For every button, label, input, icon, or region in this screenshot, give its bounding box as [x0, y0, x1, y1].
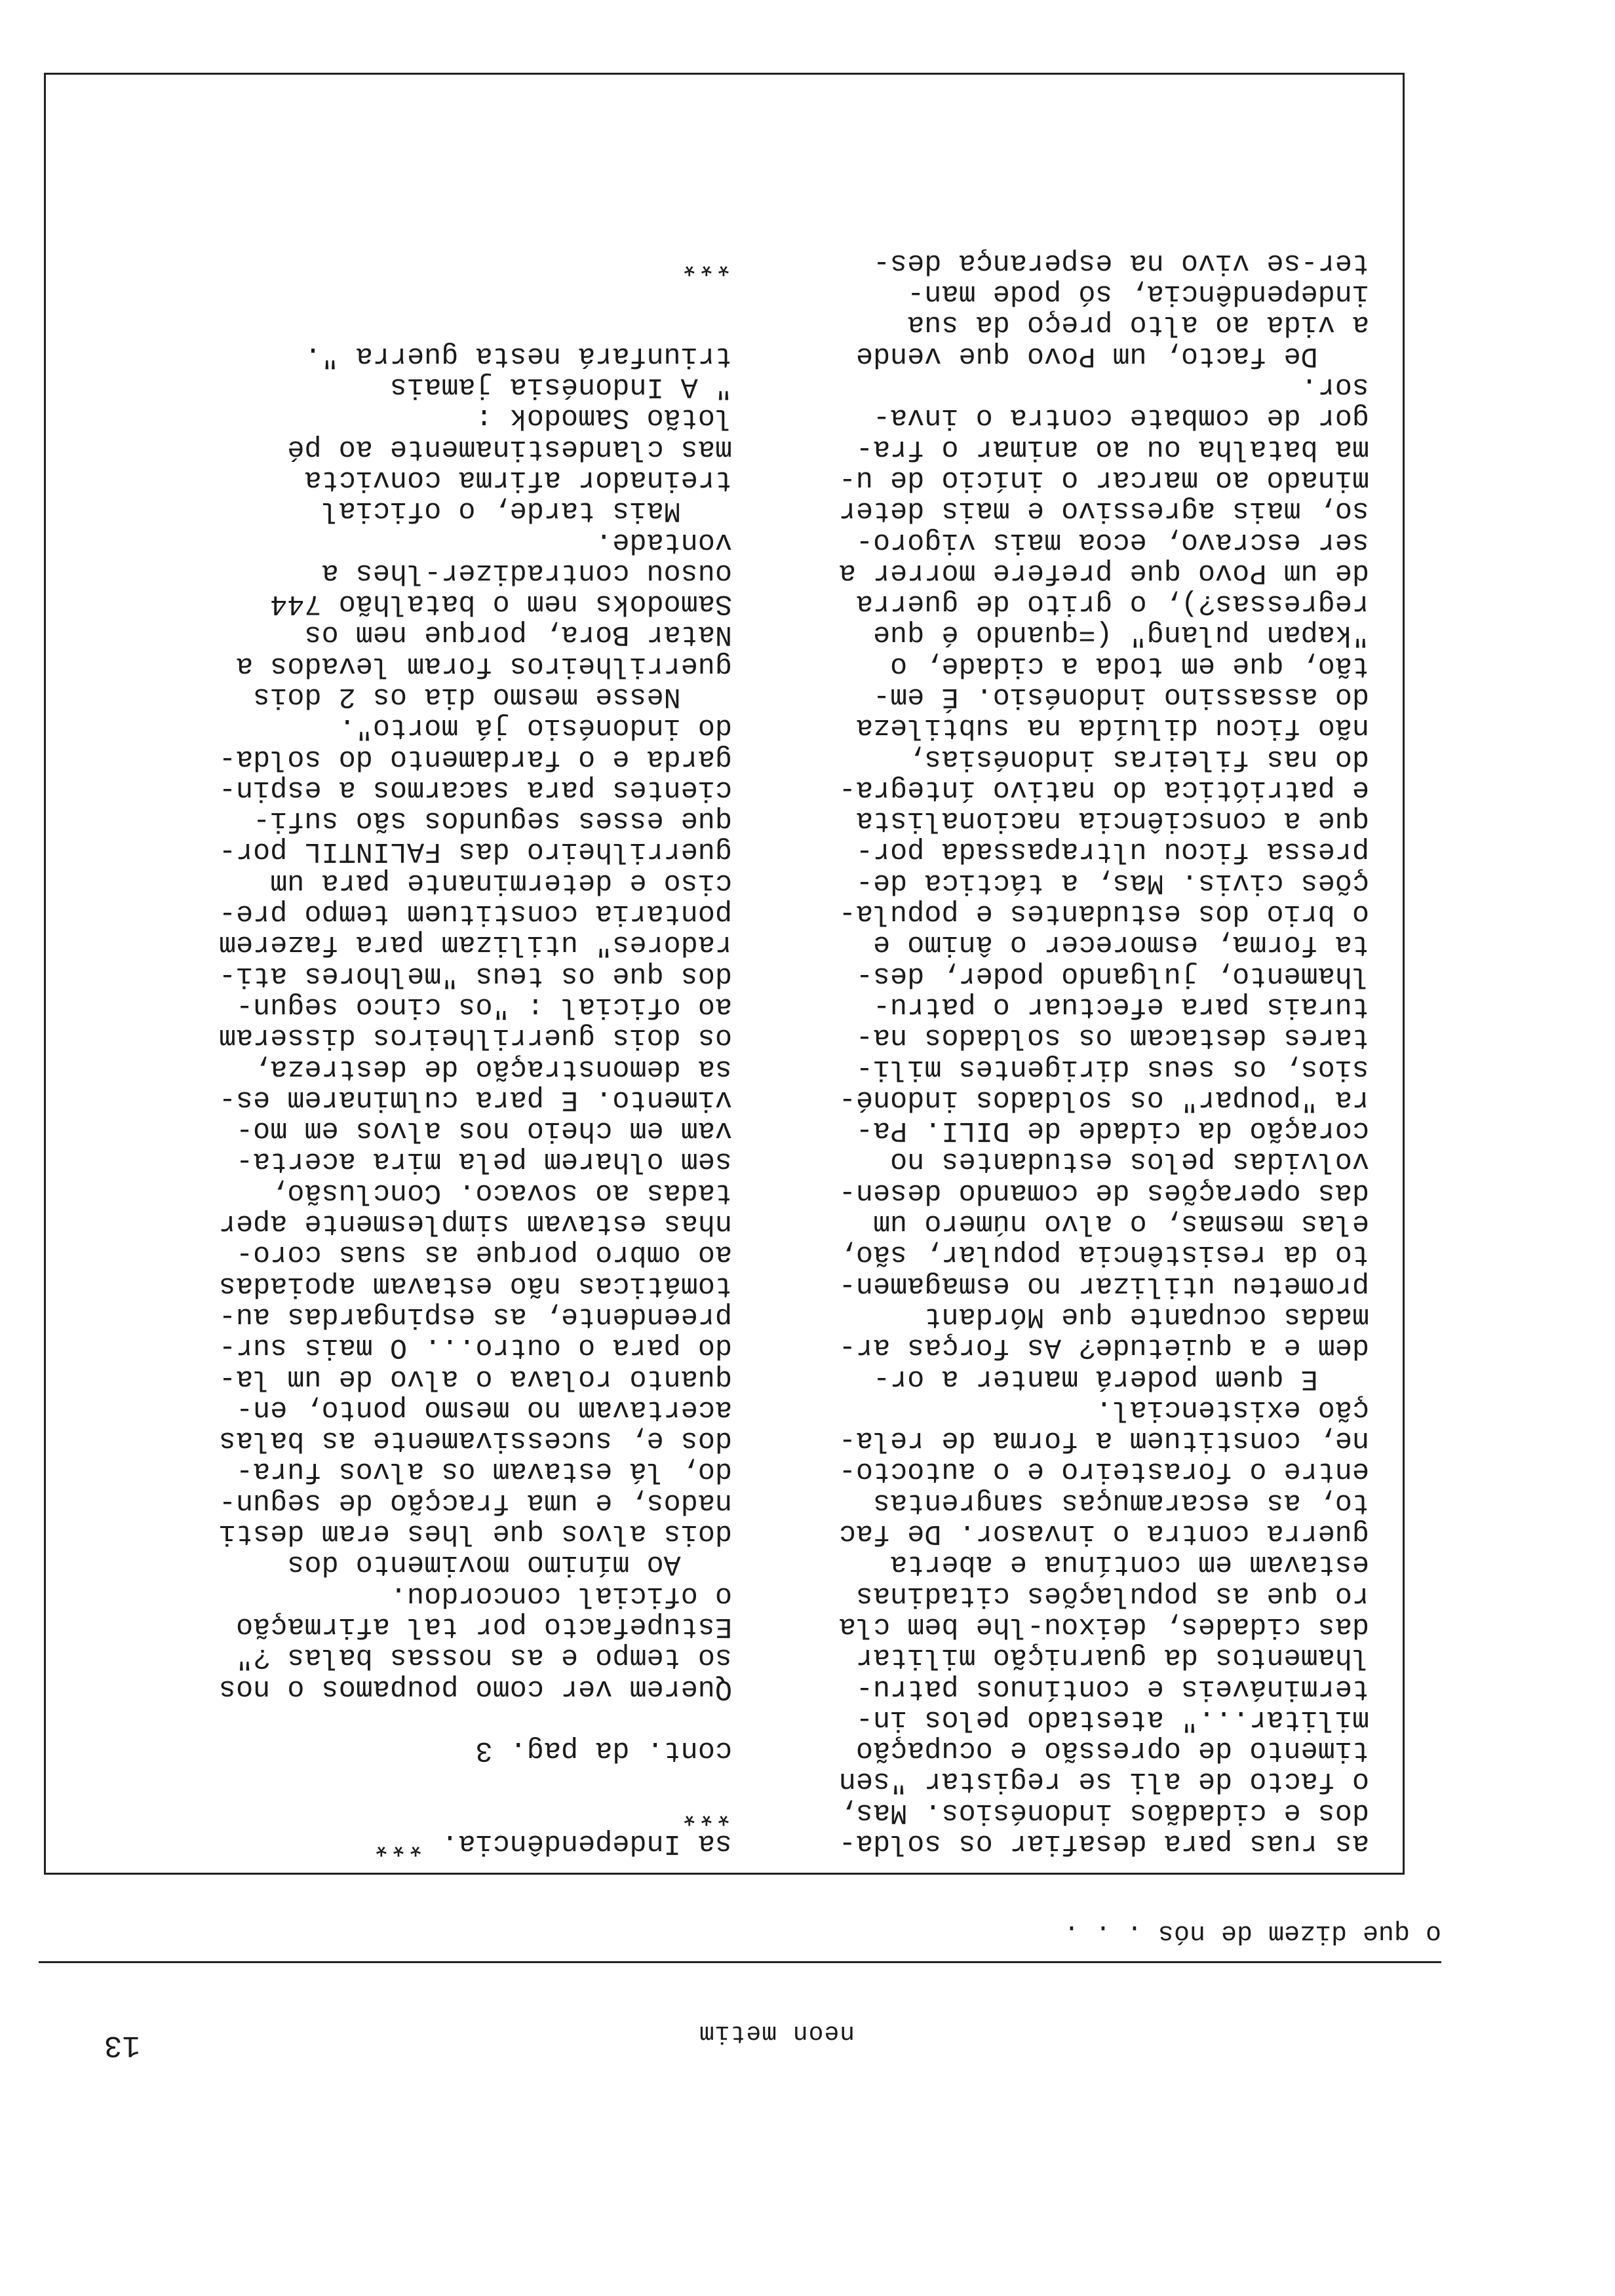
text-line: dem e a quietude? As forças ar-	[838, 1331, 1369, 1364]
text-line: ra "poupar" os soldados indoné-	[838, 1082, 1369, 1115]
text-line: ro que as populações citadinas	[855, 1578, 1369, 1611]
text-line	[129, 1765, 732, 1796]
text-line: dos que os teus "melhores ati-	[218, 959, 732, 991]
text-line: ção existencial.	[1095, 1392, 1369, 1425]
text-line: " A Indonésia jamais	[389, 370, 732, 403]
text-line: não ficou diluída na subtileza	[855, 711, 1369, 744]
text-line: elas mesmas, o alvo número um	[872, 1207, 1369, 1240]
text-line: dos e, sucessivamente as balas	[218, 1424, 732, 1457]
text-line: sor.	[1300, 370, 1369, 403]
text-line: dois alvos que lhes eram desti	[218, 1517, 732, 1550]
text-line	[129, 1704, 732, 1734]
text-line: tão, que em toda a cidade, o	[890, 649, 1369, 681]
text-line: das cidades, deixou-lhe bem cla	[838, 1609, 1369, 1642]
text-line: timento de opressão e ocupação	[855, 1734, 1369, 1767]
text-line: De facto, um Povo que vende	[855, 339, 1369, 372]
text-line: sem olharem pela mira acerta-	[235, 1145, 732, 1177]
text-line: de um Povo que prefere morrer a	[838, 556, 1369, 588]
text-line: ciso e determinante para um	[270, 866, 732, 898]
text-line	[129, 278, 732, 309]
text-line: preendente, as espingardas au-	[218, 1299, 732, 1332]
text-line: ma batalha ou ao animar o fra-	[855, 432, 1369, 465]
text-line: Estupefacto por tal afirmação	[235, 1609, 732, 1642]
text-line: sios, os seus dirigentes mili-	[855, 1052, 1369, 1084]
text-line: to da resistência popular, são,	[838, 1238, 1369, 1271]
text-line: pontaria constituem tempo pre-	[218, 897, 732, 930]
article-frame	[44, 73, 1405, 1875]
text-line: que esses segundos são sufi-	[253, 804, 732, 837]
text-line: lhamentos da guarnição militar	[855, 1641, 1369, 1674]
text-line: quanto rolava o alvo de um la-	[218, 1362, 732, 1394]
text-line: Nesse mesmo dia os 2 dois	[253, 680, 732, 713]
text-line: mas clandestinamente ao pé	[287, 432, 732, 465]
text-line: sa Independência. ***	[372, 1827, 732, 1859]
text-line: to, as escaramuças sangrentas	[872, 1485, 1369, 1518]
text-column-left	[766, 247, 1369, 1858]
text-line: lotão Samodok :	[475, 401, 732, 434]
text-line	[129, 309, 732, 339]
text-line: pressa ficou ultrapassada por-	[855, 835, 1369, 868]
text-line: ter-se vivo na esperança des-	[872, 246, 1369, 278]
text-line: Samodoks nem o batalhão 744	[270, 587, 732, 620]
text-line: vimento. E para culminarem es-	[218, 1082, 732, 1115]
text-line: guerrilheiros foram levados a	[235, 649, 732, 681]
text-line: "kapan pulang" (=quando é que	[872, 618, 1369, 651]
running-head: neon metim	[698, 2019, 855, 2047]
text-line: vontade.	[595, 525, 732, 558]
text-line: Ao mínimo movimento dos	[287, 1548, 732, 1580]
text-line: Natar Bora, porque nem os	[304, 618, 732, 651]
text-line: os dois guerrilheiros disseram	[218, 1021, 732, 1054]
text-line: das operações de comando desen-	[838, 1176, 1369, 1208]
text-line: guerrilheiro das FALINTIL por-	[218, 835, 732, 868]
text-line: sa demonstração de destreza,	[253, 1052, 732, 1084]
text-line: acertavam no mesmo ponto, en-	[235, 1392, 732, 1425]
text-line: do indonésio já morto".	[338, 711, 732, 744]
text-line: ao oficial : "os cinco segun-	[235, 989, 732, 1022]
text-line: prometeu utilizar no esmagamen-	[838, 1269, 1369, 1301]
text-line: o oficial concordou.	[389, 1578, 732, 1611]
text-line: o facto de ali se registar "sen	[838, 1765, 1369, 1797]
text-line: ções civis. Mas, a táctica de-	[855, 866, 1369, 898]
text-line: vam em cheio nos alvos em mo-	[235, 1114, 732, 1147]
text-line: garda e o fardamento do solda-	[218, 742, 732, 775]
text-column-right	[129, 247, 732, 1858]
text-line: triunfará nesta guerra ".	[304, 339, 732, 372]
text-line: ***	[680, 1795, 732, 1828]
text-line: nados, e uma fracção de segun-	[218, 1485, 732, 1518]
text-line: coração da cidade de DILI. Pa-	[855, 1114, 1369, 1147]
text-line: treinador afirma convicta	[304, 463, 732, 495]
text-line: ser escravo, ecoa mais vigoro-	[855, 525, 1369, 558]
text-line: lhamento, julgando poder, des-	[855, 959, 1369, 991]
text-line: cientes para sacarmos a espin-	[218, 773, 732, 805]
text-line: Querem ver como poupamos o nos	[218, 1672, 732, 1704]
text-line: independência, só pode man-	[907, 277, 1369, 310]
text-line: tadas ao sovaco. Conclusão,	[270, 1176, 732, 1208]
text-line: tares destacam os soldados na-	[855, 1021, 1369, 1054]
text-line: so, mais agressivo e mais deter	[838, 494, 1369, 527]
text-line: cont. da pag. 3	[475, 1734, 732, 1767]
text-line: as ruas para desafiar os solda-	[838, 1827, 1369, 1859]
text-line: regressas?), o grito de guerra	[855, 587, 1369, 620]
text-line: a vida ao alto preço da sua	[907, 308, 1369, 341]
text-line: termináveis e contínuos patru-	[855, 1672, 1369, 1704]
text-line: turais para efectuar o patru-	[872, 989, 1369, 1022]
section-heading: o que dizem de nós . . .	[1063, 1918, 1441, 1947]
text-line: nhas estavam simplesmente aper	[218, 1207, 732, 1240]
text-line: estavam em contínua e aberta	[890, 1548, 1369, 1580]
text-line: madas ocupante que Mórdant	[924, 1299, 1369, 1332]
text-line: radores" utilizam para fazerem	[218, 928, 732, 961]
text-line: volvidas pelos estudantes no	[890, 1145, 1369, 1177]
text-line: E quem poderá manter a or-	[872, 1362, 1369, 1394]
text-line: militar..." atestado pelos in-	[855, 1702, 1369, 1735]
text-line: ta forma, esmorecer o ânimo e	[872, 928, 1369, 961]
text-line: tomáticas não estavam apoiadas	[218, 1269, 732, 1301]
header-rule	[39, 1961, 1441, 1963]
page-number: 13	[104, 2028, 140, 2062]
text-line: ***	[680, 246, 732, 278]
text-line: entre o forasteiro e o autocto-	[838, 1455, 1369, 1487]
text-line: gor de combate contra o inva-	[872, 401, 1369, 434]
text-line: ne, constituem a forma de rela-	[838, 1424, 1369, 1457]
text-line: minado ao marcar o início de u-	[838, 463, 1369, 495]
text-line: e patriótica do nativo íntegra-	[838, 773, 1369, 805]
text-line: guerra contra o invasor. De fac	[838, 1517, 1369, 1550]
text-line: ousou contradizer-lhes a	[321, 556, 732, 588]
text-line: do nas fileiras indonésias,	[907, 742, 1369, 775]
text-line: Mais tarde, o oficial	[321, 494, 732, 527]
text-line: que a consciência nacionalista	[855, 804, 1369, 837]
text-line: so tempo e as nossas balas ?"	[235, 1641, 732, 1674]
text-line: o brio dos estudantes e popula-	[838, 897, 1369, 930]
text-line: do, lá estavam os alvos fura-	[235, 1455, 732, 1487]
text-line: dos e cidadãos indonésios. Mas,	[838, 1795, 1369, 1828]
text-line: do para o outro... O mais sur-	[218, 1331, 732, 1364]
text-line: do assassino indonésio. É em-	[872, 680, 1369, 713]
text-line: ao ombro porque as suas coro-	[235, 1238, 732, 1271]
